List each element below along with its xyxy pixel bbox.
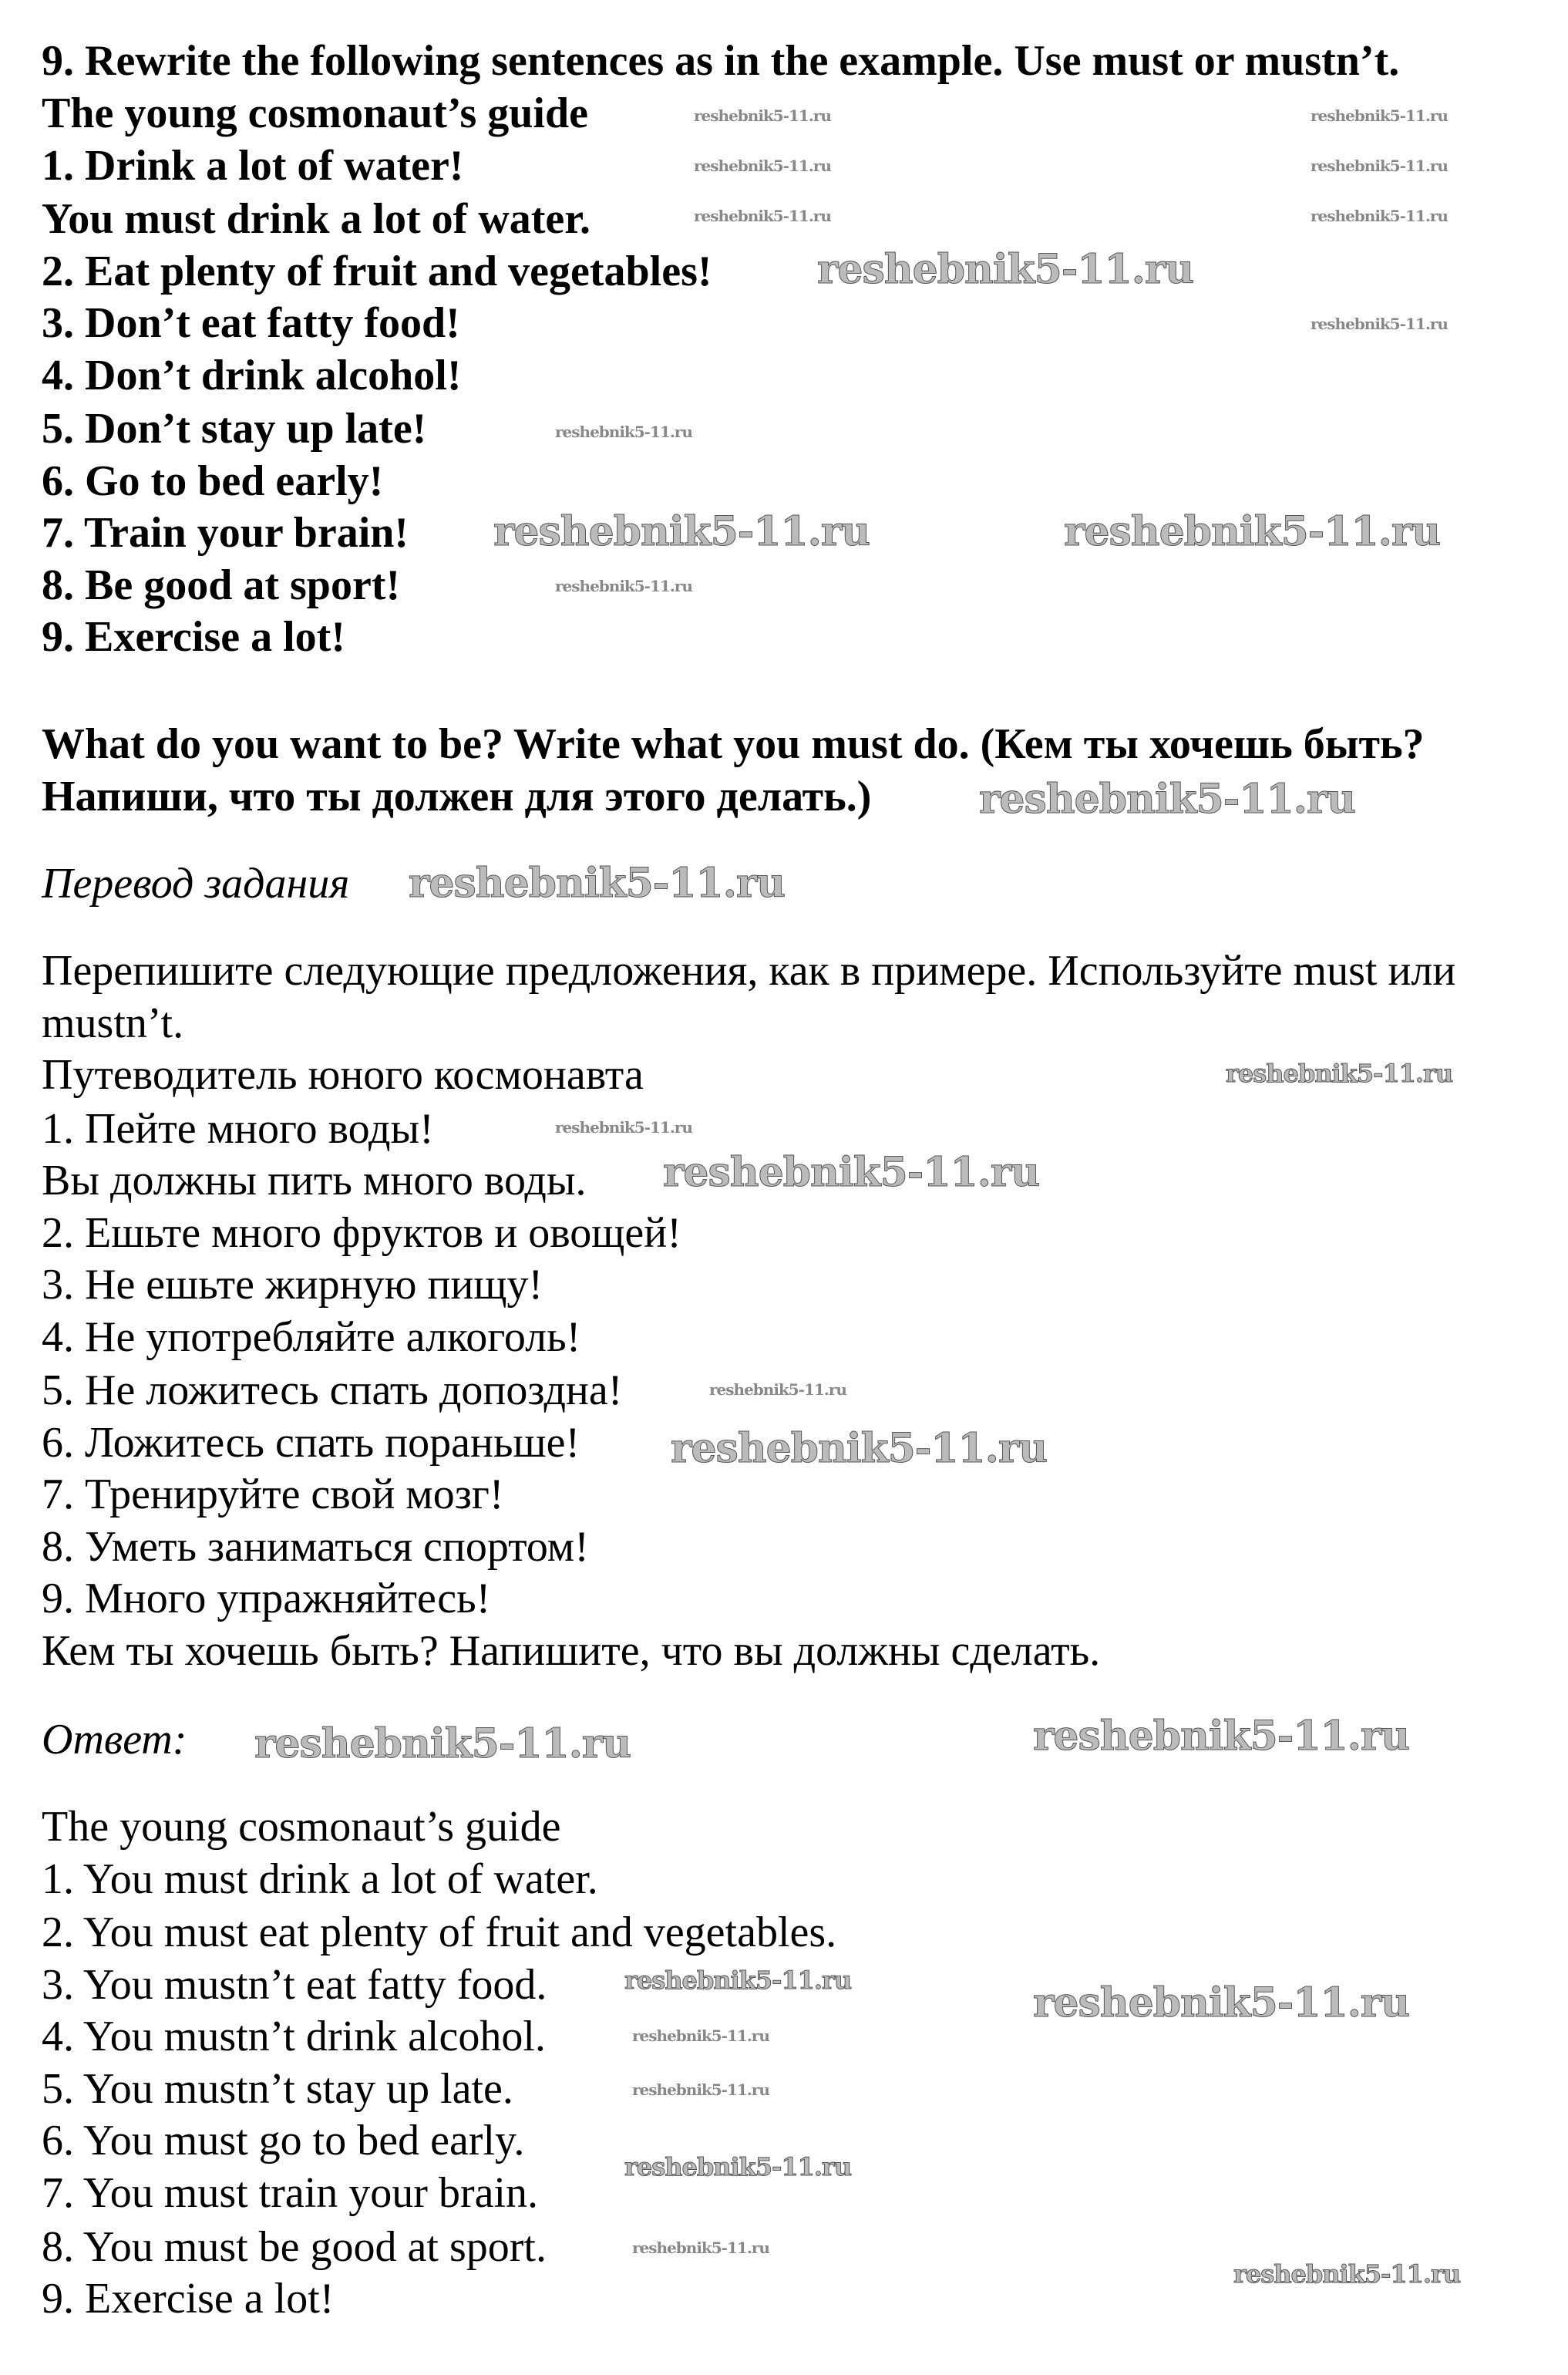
task-item: 3. Don’t eat fatty food! [42,299,460,347]
answer-item: 6. You must go to bed early. [42,2117,525,2164]
task-item: 4. Don’t drink alcohol! [42,352,462,399]
translation-guide-title: Путеводитель юного космонавта [42,1051,644,1099]
watermark: reshebnik5-11.ru [1226,1059,1453,1088]
translation-item: 7. Тренируйте свой мозг! [42,1470,504,1518]
guide-title: The young cosmonaut’s guide [42,89,588,137]
task-item: 7. Train your brain! [42,509,409,557]
task-example: You must drink a lot of water. [42,195,591,243]
answer-item: 9. Exercise a lot! [42,2275,335,2323]
watermark: reshebnik5-11.ru [694,106,831,125]
translation-text: Перепишите следующие предложения, как в примере. Используйте must или [42,947,1456,995]
translation-item: 2. Ешьте много фруктов и овощей! [42,1209,681,1257]
task-item: 9. Exercise a lot! [42,613,345,661]
watermark: reshebnik5-11.ru [1033,1713,1410,1760]
translation-item: 5. Не ложитесь спать допоздна! [42,1366,623,1414]
translation-item: 6. Ложитесь спать пораньше! [42,1419,580,1467]
watermark: reshebnik5-11.ru [632,2080,769,2099]
watermark: reshebnik5-11.ru [1311,207,1448,225]
answer-guide-title: The young cosmonaut’s guide [42,1803,561,1851]
translation-item: 4. Не употребляйте алкоголь! [42,1313,581,1361]
answer-item: 5. You mustn’t stay up late. [42,2065,513,2113]
watermark: reshebnik5-11.ru [624,2152,852,2181]
watermark: reshebnik5-11.ru [694,157,831,175]
watermark: reshebnik5-11.ru [1311,106,1448,125]
watermark: reshebnik5-11.ru [1311,157,1448,175]
watermark: reshebnik5-11.ru [555,577,692,595]
watermark: reshebnik5-11.ru [671,1425,1048,1472]
task-item: 8. Be good at sport! [42,561,401,609]
watermark: reshebnik5-11.ru [254,1720,631,1767]
answer-item: 1. You must drink a lot of water. [42,1855,598,1903]
watermark: reshebnik5-11.ru [709,1380,846,1399]
task-item: 1. Drink a lot of water! [42,142,464,190]
watermark: reshebnik5-11.ru [817,246,1194,293]
watermark: reshebnik5-11.ru [979,776,1356,823]
translation-item: 8. Уметь заниматься спортом! [42,1523,589,1571]
translation-item: 3. Не ешьте жирную пищу! [42,1261,543,1309]
watermark: reshebnik5-11.ru [555,1118,692,1137]
translation-question: Кем ты хочешь быть? Напишите, что вы должны сделать. [42,1627,1101,1675]
watermark: reshebnik5-11.ru [694,207,831,225]
watermark: reshebnik5-11.ru [632,2026,769,2045]
watermark: reshebnik5-11.ru [1233,2259,1461,2289]
watermark: reshebnik5-11.ru [409,860,786,907]
watermark: reshebnik5-11.ru [1311,315,1448,333]
watermark: reshebnik5-11.ru [1064,508,1441,555]
watermark: reshebnik5-11.ru [663,1149,1040,1196]
answer-item: 2. You must eat plenty of fruit and vegetables. [42,1908,837,1956]
answer-label: Ответ: [42,1716,187,1764]
translation-text: mustn’t. [42,999,184,1047]
translation-item: 1. Пейте много воды! [42,1105,434,1153]
answer-item: 8. You must be good at sport. [42,2223,547,2271]
watermark: reshebnik5-11.ru [632,2239,769,2257]
translation-item: 9. Много упражняйтесь! [42,1575,491,1622]
watermark: reshebnik5-11.ru [493,508,870,555]
task-question: What do you want to be? Write what you must do. (Кем ты хочешь быть? [42,720,1425,768]
watermark: reshebnik5-11.ru [1033,1979,1410,2026]
answer-item: 3. You mustn’t eat fatty food. [42,1961,547,2009]
task-question: Напиши, что ты должен для этого делать.) [42,773,872,820]
answer-item: 7. You must train your brain. [42,2169,538,2217]
task-heading: 9. Rewrite the following sentences as in the example. Use must or mustn’t. [42,37,1400,85]
translation-item: Вы должны пить много воды. [42,1157,587,1204]
task-item: 5. Don’t stay up late! [42,405,427,453]
task-item: 6. Go to bed early! [42,457,384,505]
watermark: reshebnik5-11.ru [624,1966,852,1995]
answer-item: 4. You mustn’t drink alcohol. [42,2013,546,2060]
watermark: reshebnik5-11.ru [555,423,692,441]
task-item: 2. Eat plenty of fruit and vegetables! [42,248,712,295]
translation-label: Перевод задания [42,860,350,908]
